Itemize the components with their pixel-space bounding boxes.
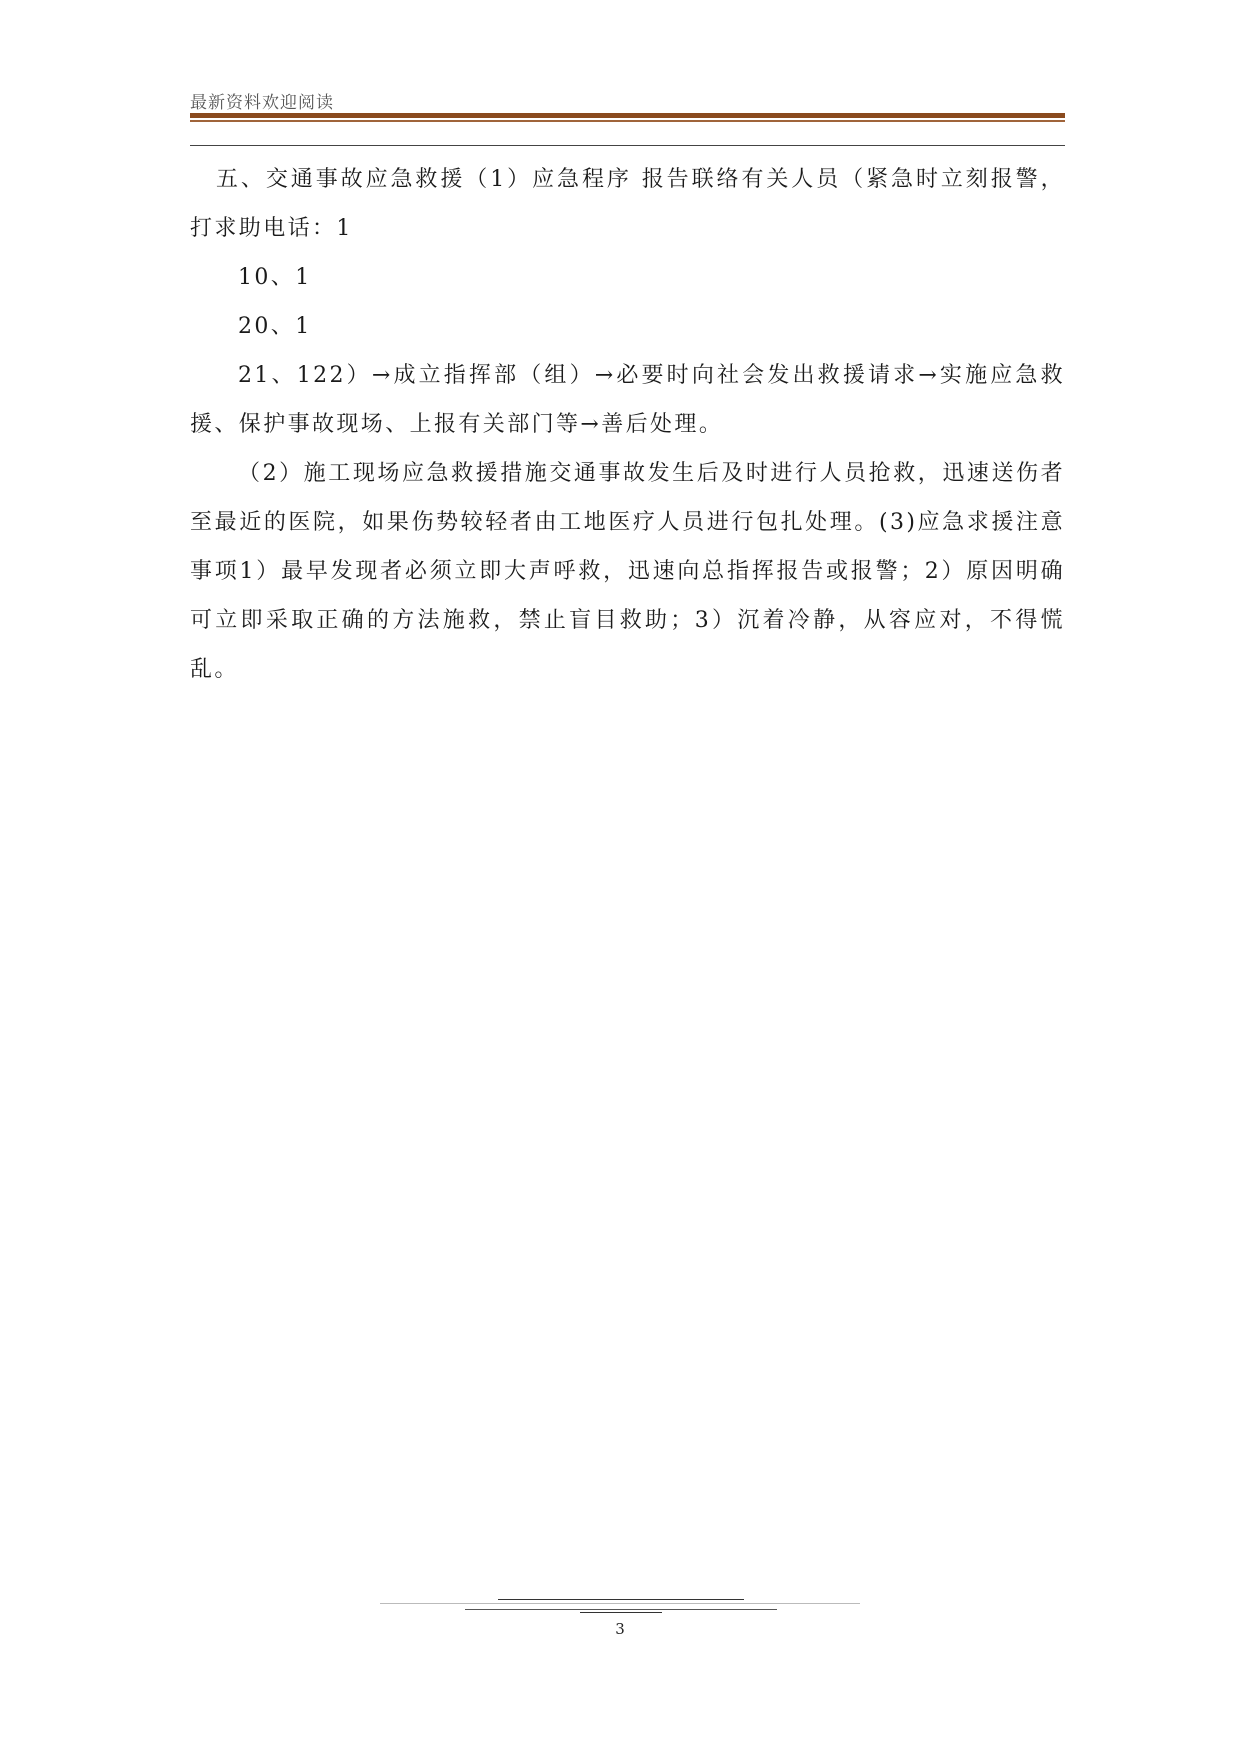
paragraph-rescue-measures: （2）施工现场应急救援措施交通事故发生后及时进行人员抢救，迅速送伤者至最近的医院，如果伤势较轻者由工地医疗人员进行包扎处理。(3)应急求援注意事项1）最早发现者必须立即大声呼救，迅速向总指挥报告或报警；2）原因明确可立即采取正确的方法施救，禁止盲目救助；3）沉着冷静，从容应对，不得慌乱。 — [190, 461, 1065, 682]
document-body — [190, 155, 1065, 694]
paragraph-traffic-accident: 五、交通事故应急救援（1）应急程序 报告联络有关人员（紧急时立刻报警，打求助电话：1 — [190, 167, 1065, 241]
footer-line-1 — [498, 1599, 744, 1600]
paragraph-number-line-2: 20、1 — [238, 314, 312, 339]
page-number: 3 — [615, 1620, 625, 1638]
footer-line-3 — [465, 1609, 777, 1610]
header-rule-gray — [190, 145, 1065, 146]
paragraph-procedure: 21、122）→成立指挥部（组）→必要时向社会发出救援请求→实施应急救援、保护事故现场、上报有关部门等→善后处理。 — [190, 363, 1065, 437]
header-rule-thick — [190, 113, 1065, 118]
header-text: 最新资料欢迎阅读 — [190, 93, 334, 113]
footer-line-2 — [380, 1603, 860, 1604]
header-rule-thin — [190, 120, 1065, 122]
footer-line-4 — [580, 1612, 662, 1613]
paragraph-number-line-1: 10、1 — [238, 265, 312, 290]
